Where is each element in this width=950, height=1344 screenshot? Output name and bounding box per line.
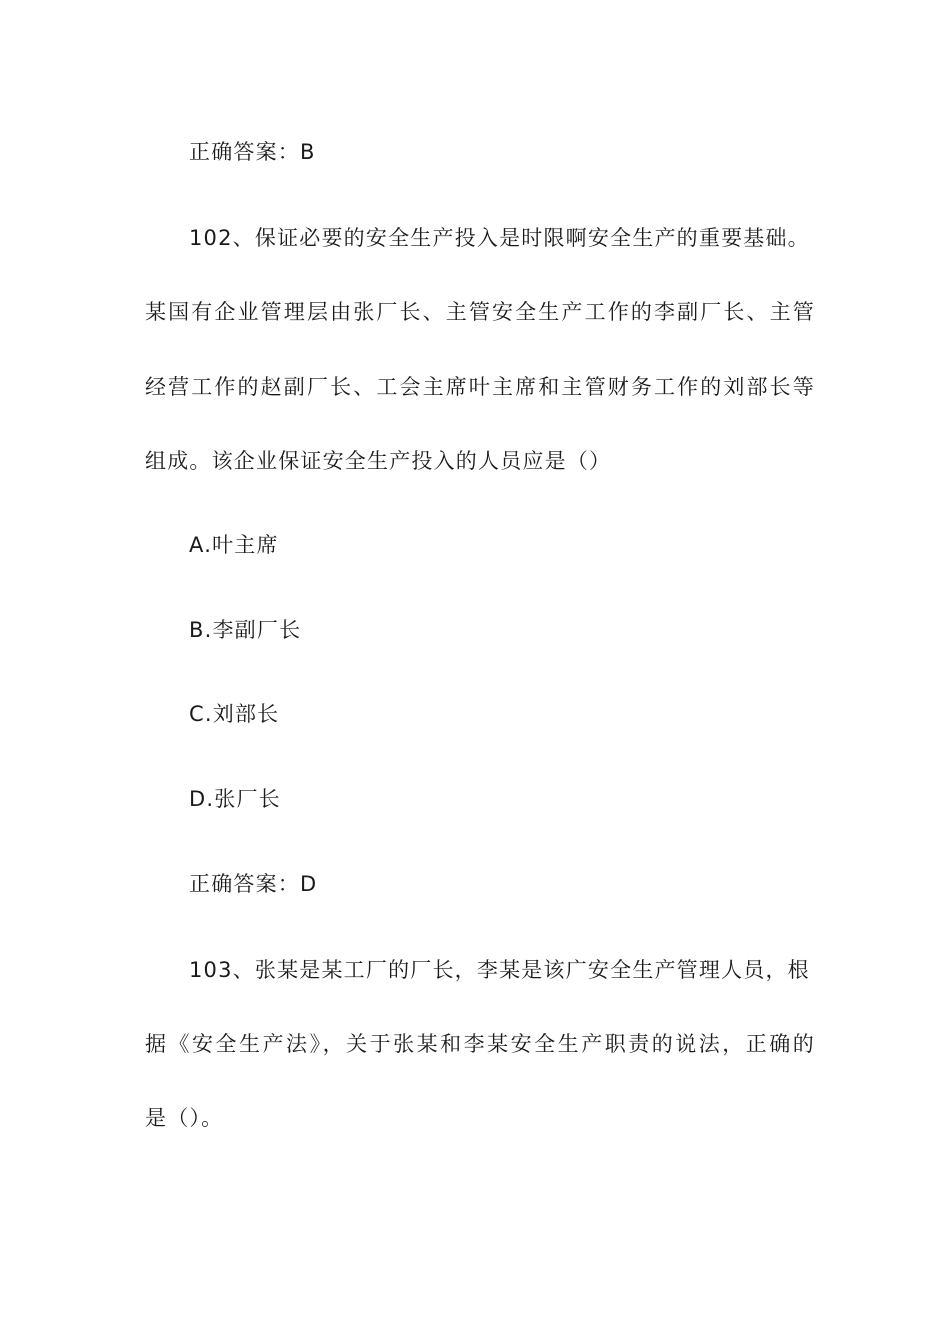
question-103-line-1: 103、张某是某工厂的厂长，李某是该广安全生产管理人员，根 — [189, 958, 810, 982]
option-c: C.刘部长 — [189, 702, 280, 726]
question-103-line-2: 据《安全生产法》，关于张某和李某安全生产职责的说法，正确的 — [145, 1032, 815, 1056]
option-d: D.张厂长 — [189, 787, 281, 811]
option-b: B.李副厂长 — [189, 618, 302, 642]
question-102-line-4: 组成。该企业保证安全生产投入的人员应是（） — [145, 449, 612, 473]
question-102-line-3: 经营工作的赵副厂长、工会主席叶主席和主管财务工作的刘部长等 — [145, 375, 815, 399]
question-103-line-3: 是（）。 — [145, 1106, 224, 1130]
question-102-line-1: 102、保证必要的安全生产投入是时限啊安全生产的重要基础。 — [189, 226, 810, 250]
question-102-line-2: 某国有企业管理层由张厂长、主管安全生产工作的李副厂长、主管 — [145, 300, 815, 324]
answer-line-102: 正确答案：D — [189, 872, 318, 896]
option-a: A.叶主席 — [189, 533, 279, 557]
answer-line-previous: 正确答案：B — [189, 140, 316, 164]
